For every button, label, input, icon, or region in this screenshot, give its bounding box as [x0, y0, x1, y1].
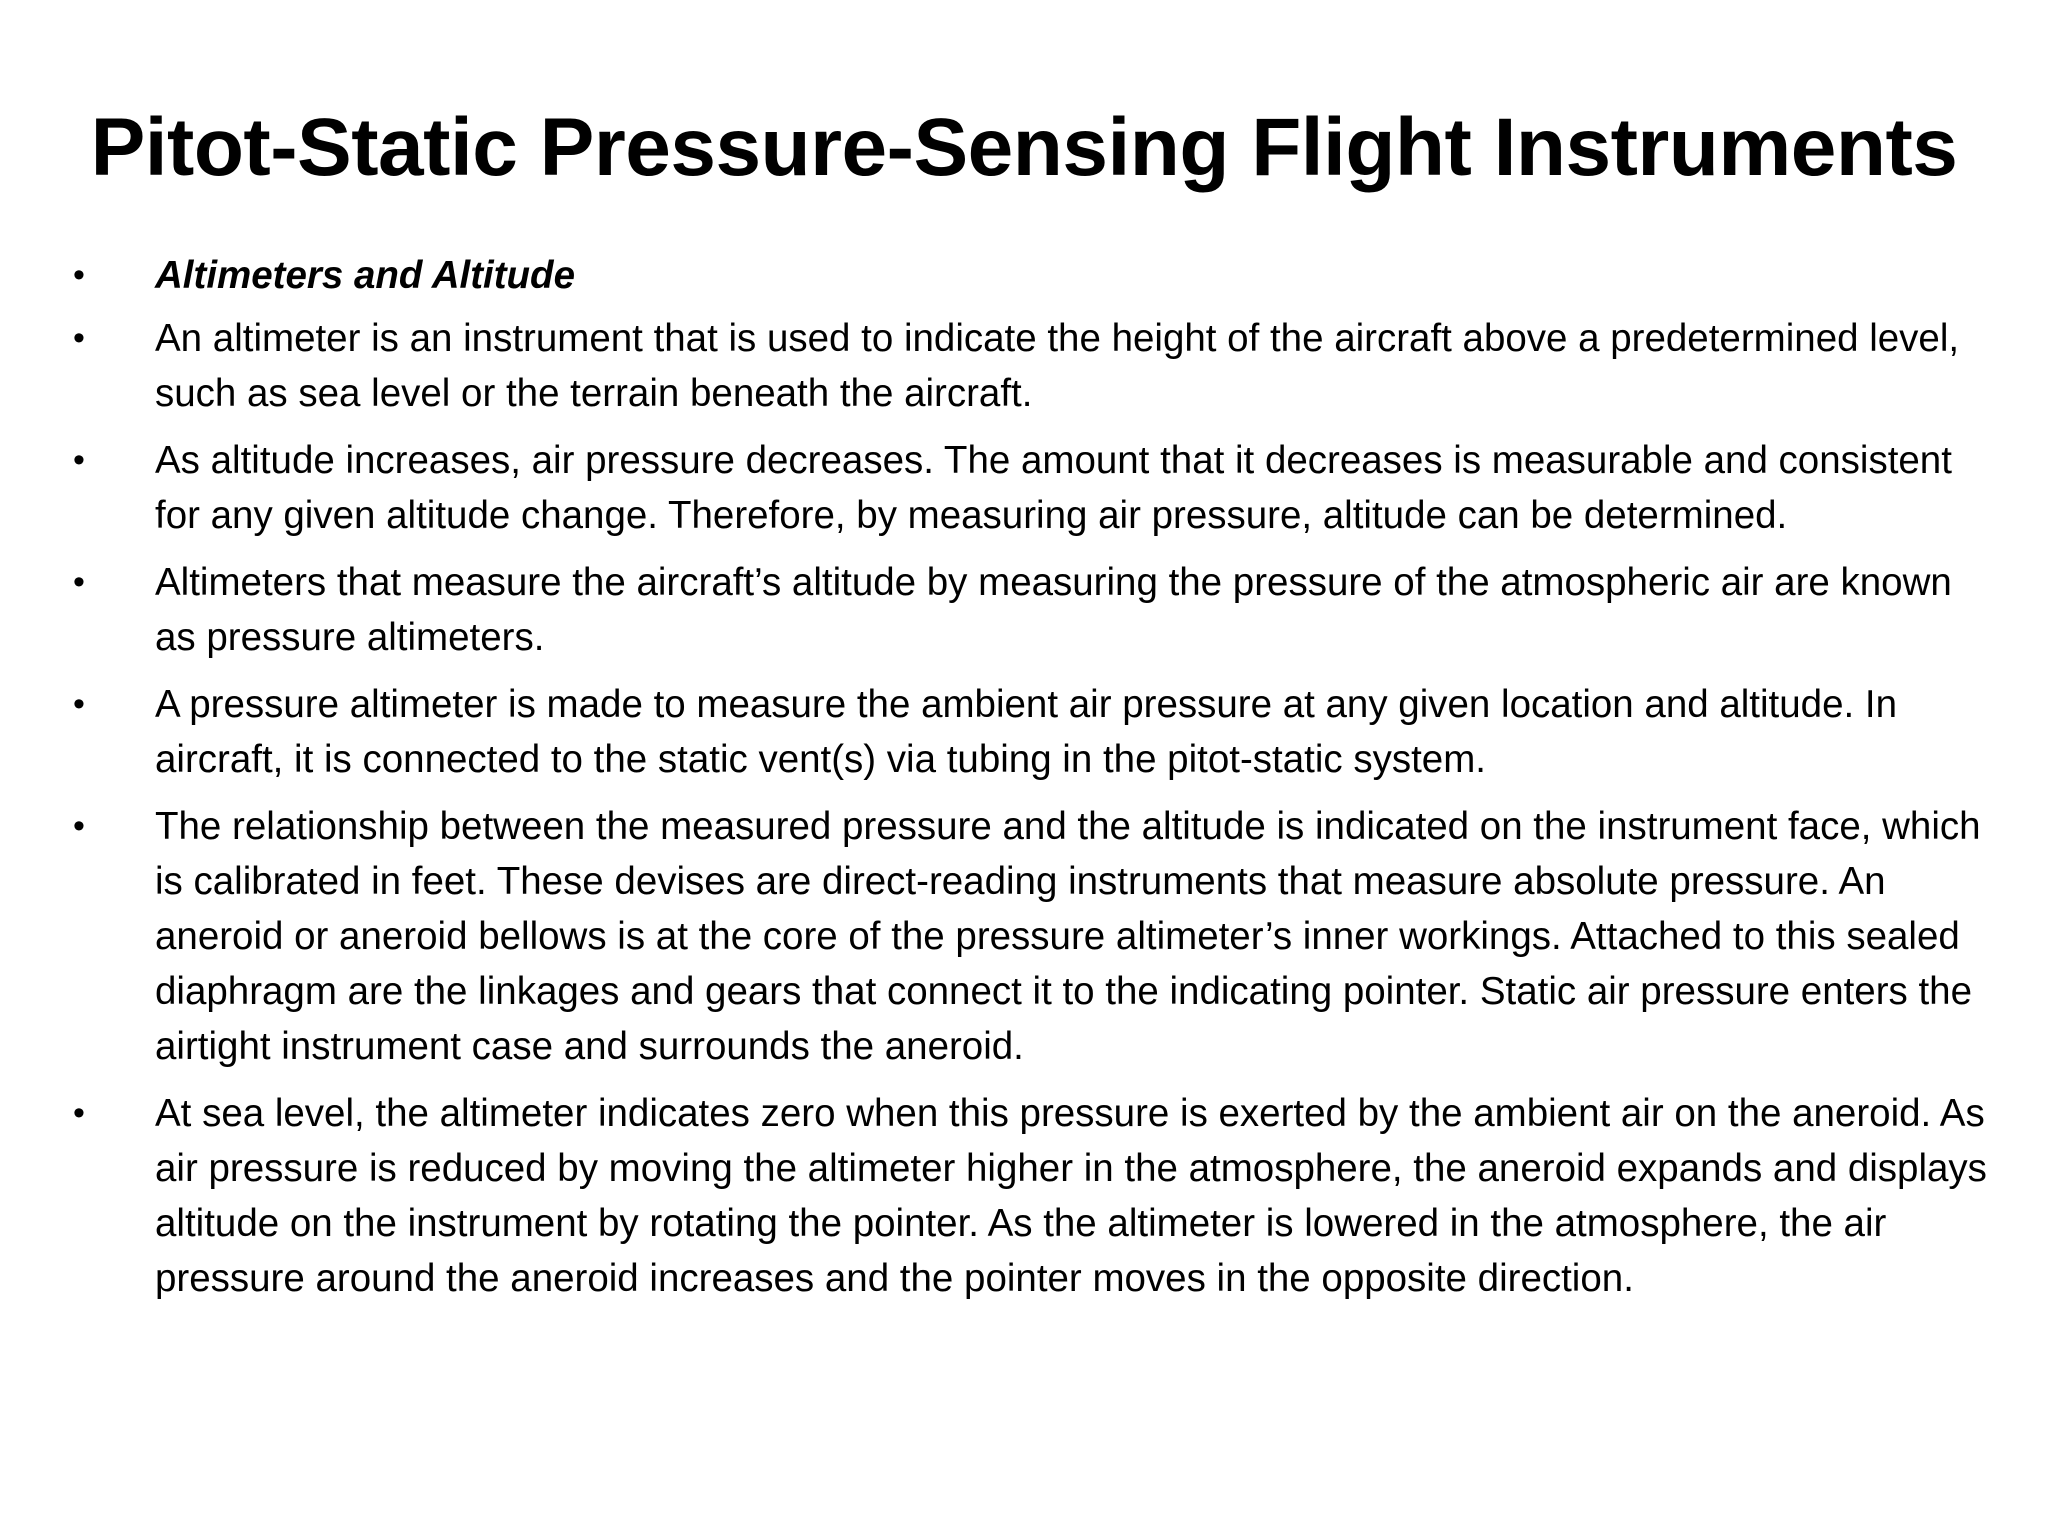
bullet-text: An altimeter is an instrument that is used to indicate the height of the aircraft above a predetermined level, such as sea level or the terrain beneath the aircraft. [155, 317, 1960, 415]
bullet-text: As altitude increases, air pressure decreases. The amount that it decreases is measurable and consistent for any given altitude change. Therefore, by measuring air pressure, altitude can be determined. [155, 439, 1952, 537]
bullet-icon: • [73, 563, 85, 601]
bullet-item [0, 1086, 2048, 1306]
bullet-item [0, 433, 2048, 543]
slide-title: Pitot-Static Pressure-Sensing Flight Instruments [90, 102, 1958, 193]
bullet-text: At sea level, the altimeter indicates zero when this pressure is exerted by the ambient air on the aneroid. As air pressure is reduced by moving the altimeter higher in the atmosphere, the aneroid expands and displays altitude on the instrument by rotating the pointer. As the altimeter is lowered in the atmosphere, the air pressure around the aneroid increases and the pointer moves in the opposite direction. [155, 1092, 1987, 1300]
bullet-icon: • [73, 441, 85, 479]
bullet-text: Altimeters that measure the aircraft’s altitude by measuring the pressure of the atmospheric air are known as pressure altimeters. [155, 561, 1952, 659]
bullet-text: A pressure altimeter is made to measure the ambient air pressure at any given location and altitude. In aircraft, it is connected to the static vent(s) via tubing in the pitot-static system. [155, 683, 1897, 781]
bullet-text: The relationship between the measured pressure and the altitude is indicated on the instrument face, which is calibrated in feet. These devises are direct-reading instruments that measure absolute pressure. An aneroid or aneroid bellows is at the core of the pressure altimeter’s inner workings. Attached to this sealed diaphragm are the linkages and gears that connect it to the indicating pointer. Static air pressure enters the airtight instrument case and surrounds the aneroid. [155, 805, 1981, 1068]
bullet-item [0, 677, 2048, 787]
bullet-icon: • [73, 807, 85, 845]
bullet-list [0, 248, 2048, 1318]
bullet-icon: • [73, 319, 85, 357]
bullet-icon: • [73, 256, 85, 294]
section-heading: Altimeters and Altitude [155, 254, 575, 297]
bullet-icon: • [73, 1094, 85, 1132]
bullet-item [0, 555, 2048, 665]
bullet-item [0, 799, 2048, 1074]
bullet-icon: • [73, 685, 85, 723]
bullet-heading [0, 248, 2048, 303]
bullet-item [0, 311, 2048, 421]
